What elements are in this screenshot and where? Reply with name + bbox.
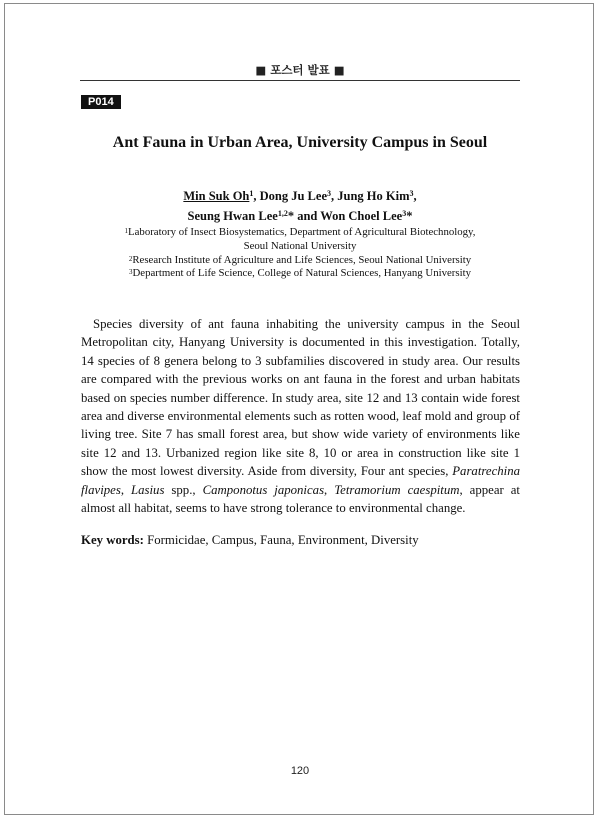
affil-text: Department of Life Science, College of Natural Sciences, Hanyang University [132,267,471,280]
affil-text: Research Institute of Agriculture and Life Sciences, Seoul National University [132,253,472,266]
abstract-body [81,315,520,517]
affil-marker: 3 [129,268,133,277]
affiliation-1 [0,226,600,240]
author-name: Min Suk Oh [183,189,250,203]
affiliation-2 [0,254,600,268]
author-line-1 [0,186,600,206]
corresponding-mark: * [406,209,413,223]
poster-code-badge: P014 [81,95,121,109]
author-separator: , [413,189,417,203]
affil-marker: 1 [124,227,129,235]
abstract-text: spp., [164,482,203,497]
affil-text: Laboratory of Insect Biosystematics, Department of Agricultural Biotechnology, [128,226,476,238]
keywords-label: Key words: [81,533,144,547]
affiliation-1-cont: Seoul National University [243,239,357,252]
abstract-text: , appear at almost all habitat, seems to have strong tolerance to environmental change. [81,482,520,516]
affiliation-list [0,226,600,281]
keywords-text: Formicidae, Campus, Fauna, Environment, Diversity [143,533,419,547]
author-affil-marker: 3 [402,209,407,218]
species-name: Camponotus japonicas [202,482,325,497]
author-name: , Dong Ju Lee [253,189,327,203]
header-divider [80,80,520,81]
affiliation-3 [0,267,600,281]
author-affil-marker: 3 [327,189,331,198]
paper-title: Ant Fauna in Urban Area, University Campus in Seoul [112,134,488,151]
author-affil-marker: 1,2 [277,209,288,218]
author-affil-marker: 3 [409,189,414,198]
species-name: Paratrechina flavipes [81,464,520,497]
page-number: 120 [290,765,310,777]
species-name: Tetramorium caespitum [334,482,460,497]
author-list [0,186,600,226]
abstract-text: Species diversity of ant fauna inhabiting the university campus in the Seoul Metropolitan city, Hanyang University is documented in this investigation. Totally, 14 species of 8 genera belong to 3 subfamilies discovered in study area. Our results are compared with the previous works on ant fauna in the forest and urban habitats based on species number difference. In study area, site 12 and 13 contain wide forest area and diverse environmental elements such as rotten wood, leaf mold and group of living tree. Site 7 has small forest area, but show wide variety of environments like site 12 and 13. Urbanized region like site 8, 10 or area in construction like site 1 show the most lowest diversity. Aside from diversity, Four ant species, [81,317,520,479]
section-header: ■ 포스터 발표 ■ [255,63,345,77]
author-name: , Jung Ho Kim [331,189,410,203]
author-name: * and Won Choel Lee [287,209,403,223]
species-name: Lasius [131,482,165,497]
abstract-text: , [120,482,131,497]
keywords [81,533,520,548]
author-line-2 [0,206,600,226]
author-name: Seung Hwan Lee [187,209,278,223]
abstract-text: , [324,482,335,497]
author-affil-marker: 1 [249,189,254,198]
affil-marker: 2 [128,254,133,263]
